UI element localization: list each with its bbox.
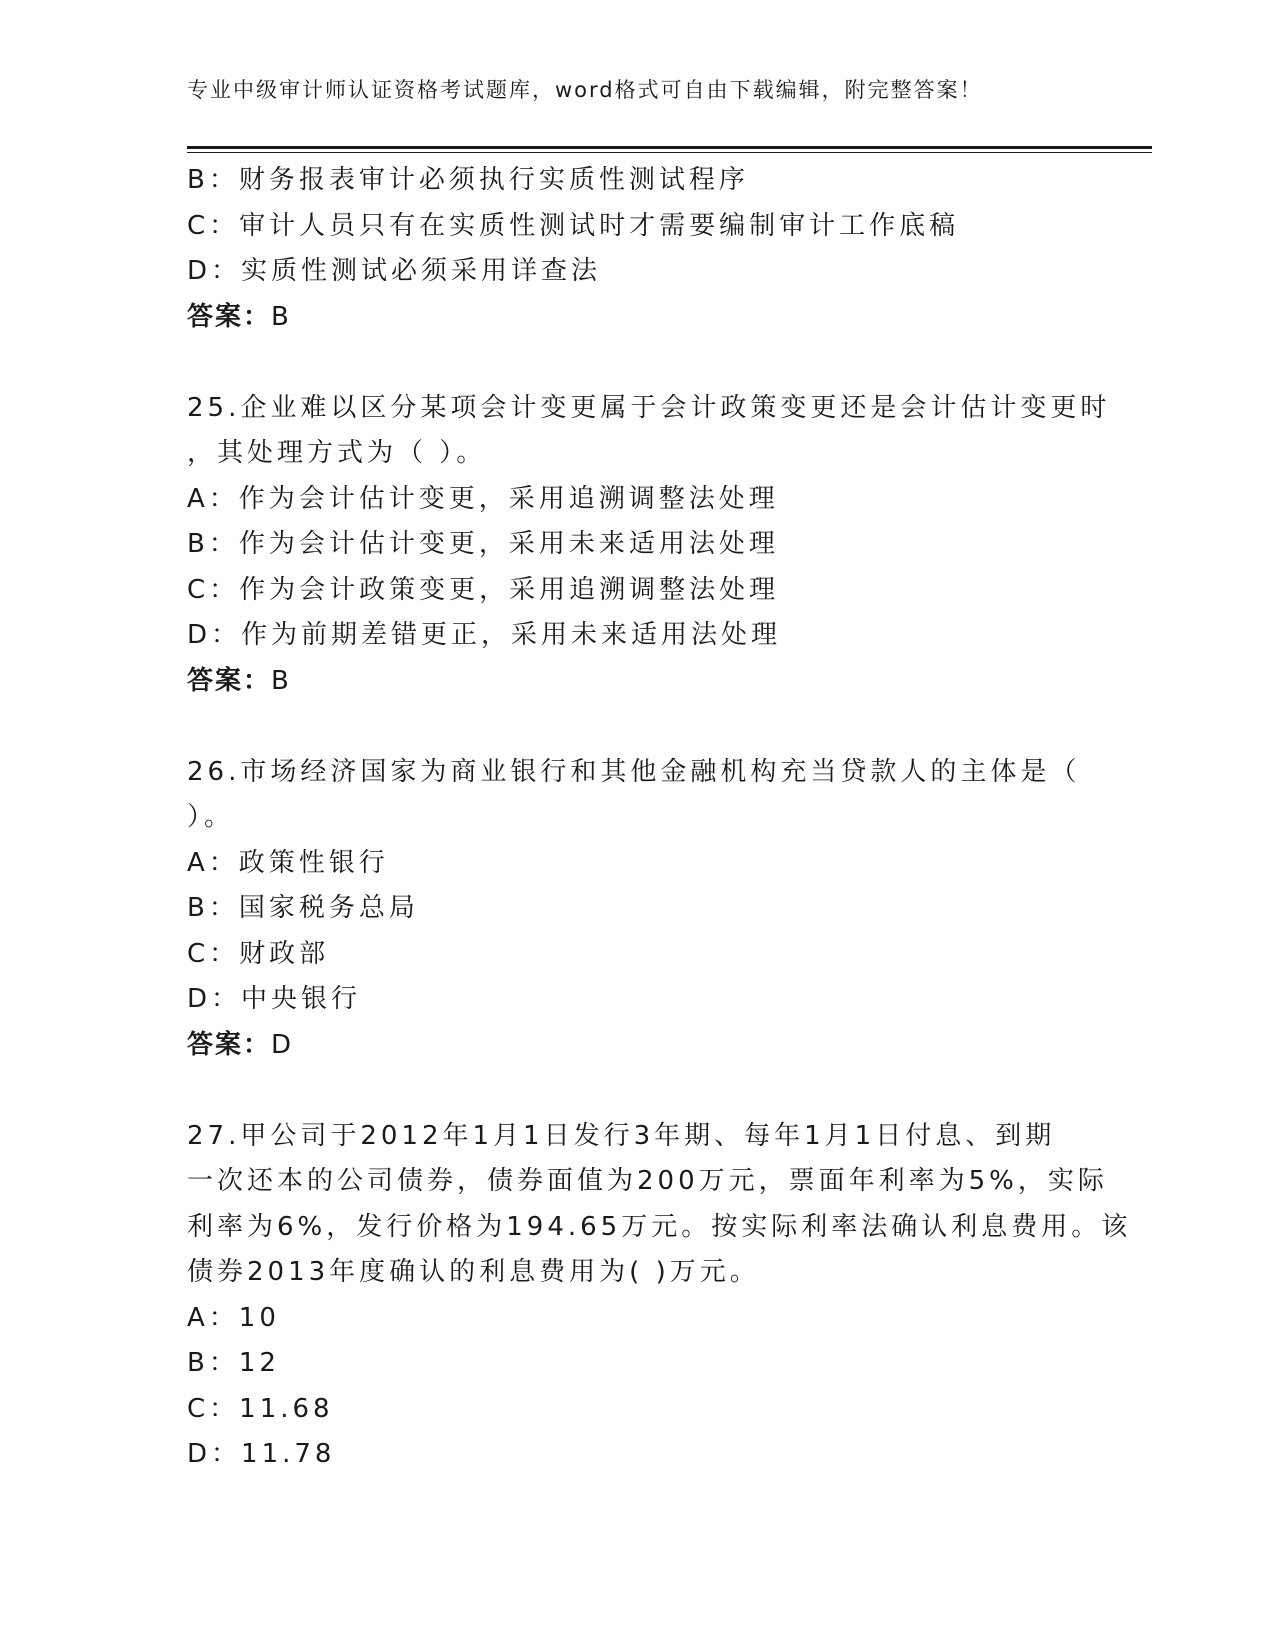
option-b: B：国家税务总局 <box>187 893 419 923</box>
option-c: C：审计人员只有在实质性测试时才需要编制审计工作底稿 <box>187 210 960 241</box>
question-content <box>187 158 1132 1478</box>
option-a: A：政策性银行 <box>187 847 389 878</box>
spacer <box>187 1068 1087 1114</box>
question-stem-line: 债券2013年度确认的利息费用为( )万元。 <box>187 1257 760 1287</box>
option-c: C：11.68 <box>187 1393 334 1424</box>
option-d: D：作为前期差错更正，采用未来适用法处理 <box>187 620 782 650</box>
answer-line <box>187 1023 1087 1069</box>
spacer <box>187 340 1087 386</box>
option-b: B：作为会计估计变更，采用未来适用法处理 <box>187 529 779 559</box>
question-stem-line: 利率为6%，发行价格为194.65万元。按实际利率法确认利息费用。该 <box>187 1211 1132 1242</box>
answer-value: B <box>271 665 289 696</box>
question-stem-line: 27.甲公司于2012年1月1日发行3年期、每年1月1日付息、到期 <box>187 1120 1056 1151</box>
question-27 <box>187 1114 1132 1478</box>
option-a: A：作为会计估计变更，采用追溯调整法处理 <box>187 483 779 514</box>
answer-value: B <box>271 301 289 332</box>
option-c: C：财政部 <box>187 938 330 969</box>
option-c: C：作为会计政策变更，采用追溯调整法处理 <box>187 574 780 605</box>
answer-value: D <box>271 1029 292 1060</box>
question-26 <box>187 750 1087 1069</box>
header-rule-thin <box>187 152 1152 153</box>
spacer <box>187 704 1087 750</box>
question-stem-line: ，其处理方式为（ ）。 <box>187 438 487 468</box>
option-d: D：实质性测试必须采用详查法 <box>187 256 602 286</box>
option-a: A：10 <box>187 1302 280 1333</box>
question-24 <box>187 158 1087 340</box>
option-d: D：11.78 <box>187 1439 336 1469</box>
page-header: 专业中级审计师认证资格考试题库，word格式可自由下载编辑，附完整答案！ <box>187 78 983 102</box>
option-b: B：财务报表审计必须执行实质性测试程序 <box>187 165 749 195</box>
answer-line <box>187 659 1087 705</box>
question-stem-line: 26.市场经济国家为商业银行和其他金融机构充当贷款人的主体是（ <box>187 756 1081 787</box>
question-stem-line: 一次还本的公司债券，债券面值为200万元，票面年利率为5%，实际 <box>187 1166 1108 1196</box>
question-25 <box>187 386 1111 705</box>
question-stem-line: ）。 <box>187 802 235 832</box>
option-b: B：12 <box>187 1348 280 1378</box>
answer-label: 答案： <box>187 1029 272 1060</box>
answer-line <box>187 295 1087 341</box>
answer-label: 答案： <box>187 301 272 332</box>
answer-label: 答案： <box>187 665 272 696</box>
header-rule-thick <box>187 146 1152 149</box>
question-stem-line: 25.企业难以区分某项会计变更属于会计政策变更还是会计估计变更时 <box>187 392 1111 423</box>
option-d: D：中央银行 <box>187 984 362 1014</box>
